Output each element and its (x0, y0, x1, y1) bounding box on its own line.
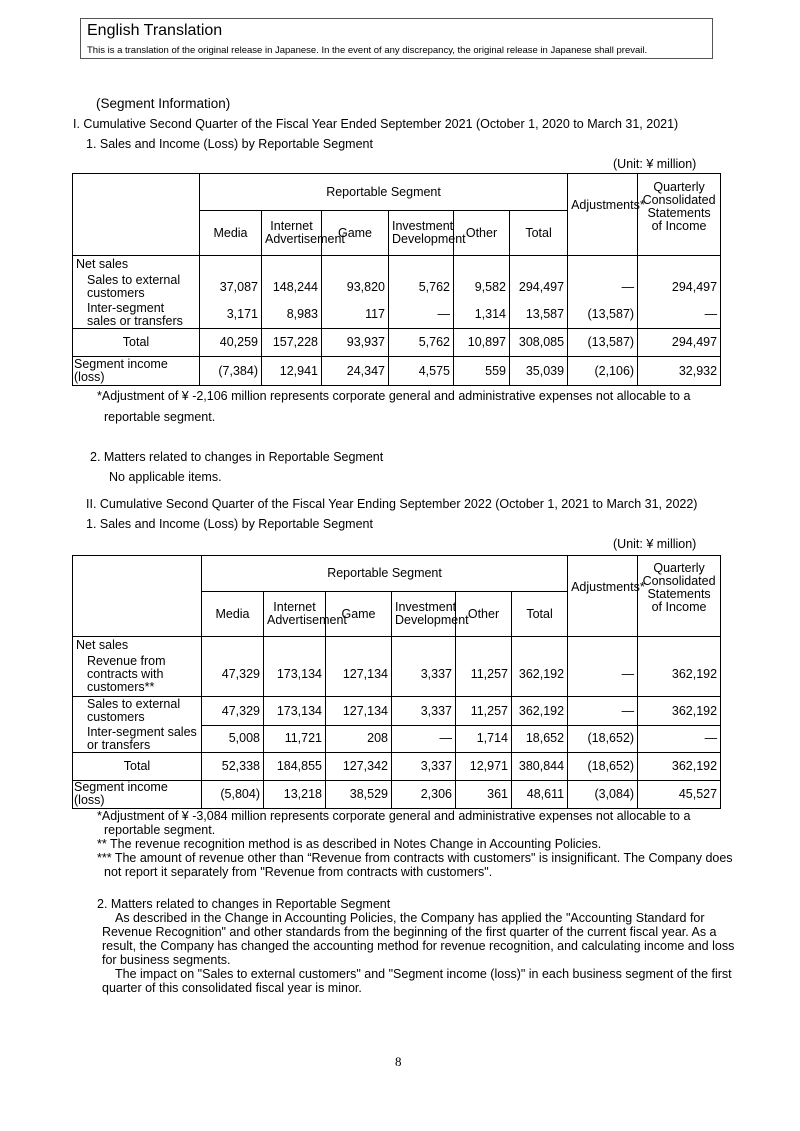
header-investment: Investment Development (392, 592, 456, 637)
table-cell: 13,587 (510, 302, 568, 329)
part2-matters-line: Revenue Recognition" and other standards from the beginning of the first quarter of the current fiscal year. As a (102, 925, 717, 939)
segment-table-2021 (72, 173, 721, 386)
table-cell: 3,337 (392, 697, 456, 726)
part1-heading: I. Cumulative Second Quarter of the Fiscal Year Ended September 2021 (October 1, 2020 to March 31, 2021) (73, 117, 679, 131)
table-cell: 10,897 (454, 329, 510, 357)
table-cell: 93,937 (322, 329, 389, 357)
table-cell: 117 (322, 302, 389, 329)
table-cell: Revenue from contracts with customers** (73, 654, 202, 697)
table-cell: 11,721 (264, 726, 326, 753)
table-cell: 18,652 (512, 726, 568, 753)
header-reportable: Reportable Segment (200, 174, 568, 211)
table-cell: 48,611 (512, 780, 568, 808)
table-cell: 362,192 (638, 752, 721, 780)
table-cell: Segment income (loss) (73, 780, 202, 808)
header-other: Other (454, 211, 510, 256)
table-cell: 52,338 (202, 752, 264, 780)
table-cell: — (392, 726, 456, 753)
table-cell: — (568, 654, 638, 697)
part1-subheading: 1. Sales and Income (Loss) by Reportable Segment (86, 137, 373, 151)
part2-note-3: *** The amount of revenue other than “Revenue from contracts with customers" is insignificant. The Company does (97, 851, 733, 865)
header-reportable: Reportable Segment (202, 556, 568, 592)
part2-note-2: ** The revenue recognition method is as described in Notes Change in Accounting Policies. (97, 837, 602, 851)
table-cell: — (389, 302, 454, 329)
header-media: Media (202, 592, 264, 637)
table-cell: 24,347 (322, 357, 389, 386)
header-game: Game (322, 211, 389, 256)
table-cell: 1,714 (456, 726, 512, 753)
table-cell: 45,527 (638, 780, 721, 808)
table-row (73, 697, 721, 726)
part1-note: *Adjustment of ¥ -2,106 million represents corporate general and administrative expenses not allocable to a (97, 389, 691, 403)
table-cell: 157,228 (262, 329, 322, 357)
part2-matters-line: for business segments. (102, 953, 231, 967)
page-number: 8 (395, 1054, 402, 1069)
part2-matters-line: result, the Company has changed the accounting method for revenue recognition, and calculating income and loss (102, 939, 735, 953)
table-row (73, 329, 721, 357)
table-cell: 294,497 (638, 273, 721, 302)
table-cell: 3,337 (392, 654, 456, 697)
table-cell: — (638, 302, 721, 329)
table-cell: (13,587) (568, 329, 638, 357)
segment-table-2022 (72, 555, 721, 809)
table-cell: — (568, 273, 638, 302)
table-cell: — (568, 697, 638, 726)
table-cell: (18,652) (568, 726, 638, 753)
table-cell: (3,084) (568, 780, 638, 808)
part1-matters-text: No applicable items. (109, 470, 222, 484)
part2-unit: (Unit: ¥ million) (613, 537, 697, 551)
table-cell: 380,844 (512, 752, 568, 780)
table-cell: (2,106) (568, 357, 638, 386)
table-cell: 559 (454, 357, 510, 386)
table-cell: 13,218 (264, 780, 326, 808)
part2-matters-line: As described in the Change in Accounting Policies, the Company has applied the "Accounting Standard for (115, 911, 705, 925)
table-cell: Segment income (loss) (73, 357, 200, 386)
table-cell: 35,039 (510, 357, 568, 386)
part2-note-3-cont: not report it separately from "Revenue from contracts with customers". (104, 865, 493, 879)
header-media: Media (200, 211, 262, 256)
table-cell: 38,529 (326, 780, 392, 808)
table-cell: 9,582 (454, 273, 510, 302)
table-cell: 5,762 (389, 329, 454, 357)
table-cell: (7,384) (200, 357, 262, 386)
table-cell: 294,497 (638, 329, 721, 357)
table-row (73, 654, 721, 697)
table-cell: — (638, 726, 721, 753)
table-cell: (18,652) (568, 752, 638, 780)
table-cell: 5,762 (389, 273, 454, 302)
section-title: (Segment Information) (96, 96, 231, 111)
table-cell: 4,575 (389, 357, 454, 386)
banner-title: English Translation (87, 22, 223, 39)
table-cell: 361 (456, 780, 512, 808)
table-cell: 12,971 (456, 752, 512, 780)
table-cell: 93,820 (322, 273, 389, 302)
table-cell: 184,855 (264, 752, 326, 780)
table-cell: 47,329 (202, 654, 264, 697)
table-cell: Sales to external customers (73, 273, 200, 302)
table-cell: 5,008 (202, 726, 264, 753)
header-internet: Internet Advertisement (264, 592, 326, 637)
part2-note-1-cont: reportable segment. (104, 823, 216, 837)
table-cell: 362,192 (638, 654, 721, 697)
table-cell: Total (73, 752, 202, 780)
part1-note-cont: reportable segment. (104, 410, 216, 424)
table-cell: 208 (326, 726, 392, 753)
table-cell: 294,497 (510, 273, 568, 302)
corner-cell (73, 556, 202, 637)
header-total: Total (512, 592, 568, 637)
table-row (73, 780, 721, 808)
part2-subheading: 1. Sales and Income (Loss) by Reportable Segment (86, 517, 373, 531)
table-cell: 362,192 (638, 697, 721, 726)
corner-cell (73, 174, 200, 256)
table-cell: Inter-segment sales or transfers (73, 302, 200, 329)
part1-matters-heading: 2. Matters related to changes in Reportable Segment (90, 450, 384, 464)
table-cell: 12,941 (262, 357, 322, 386)
table-cell: 308,085 (510, 329, 568, 357)
table-cell: (13,587) (568, 302, 638, 329)
part2-matters-line: quarter of this consolidated fiscal year is minor. (102, 981, 362, 995)
table-cell: 8,983 (262, 302, 322, 329)
table-cell: 3,171 (200, 302, 262, 329)
header-internet: Internet Advertisement (262, 211, 322, 256)
part2-note-1: *Adjustment of ¥ -3,084 million represents corporate general and administrative expenses not allocable to a (97, 809, 691, 823)
table-cell: 127,342 (326, 752, 392, 780)
header-quarterly: Quarterly Consolidated Statements of Income (638, 556, 721, 637)
header-other: Other (456, 592, 512, 637)
net-sales-label: Net sales (73, 637, 202, 654)
table-cell: 11,257 (456, 654, 512, 697)
banner-subtitle: This is a translation of the original release in Japanese. In the event of any discrepancy, the original release in Japanese shall prevail. (87, 45, 648, 56)
part2-matters-line: The impact on "Sales to external customers" and "Segment income (loss)" in each business segment of the first (115, 967, 732, 981)
table-cell: 127,134 (326, 697, 392, 726)
part2-heading: II. Cumulative Second Quarter of the Fiscal Year Ending September 2022 (October 1, 2021 to March 31, 2022) (86, 497, 698, 511)
table-row (73, 273, 721, 302)
table-row (73, 357, 721, 386)
table-cell: 40,259 (200, 329, 262, 357)
table-row (73, 302, 721, 329)
header-adjustments: Adjustments* (568, 556, 638, 637)
table-cell: 173,134 (264, 654, 326, 697)
net-sales-label: Net sales (73, 256, 200, 273)
table-cell: (5,804) (202, 780, 264, 808)
table-cell: 47,329 (202, 697, 264, 726)
table-cell: 2,306 (392, 780, 456, 808)
header-adjustments: Adjustments* (568, 174, 638, 256)
table-cell: 32,932 (638, 357, 721, 386)
table-cell: 362,192 (512, 654, 568, 697)
header-investment: Investment Development (389, 211, 454, 256)
header-total: Total (510, 211, 568, 256)
part1-unit: (Unit: ¥ million) (613, 157, 697, 171)
table-cell: 37,087 (200, 273, 262, 302)
table-cell: Sales to external customers (73, 697, 202, 726)
table-cell: 148,244 (262, 273, 322, 302)
table-cell: 3,337 (392, 752, 456, 780)
table-cell: 1,314 (454, 302, 510, 329)
table-cell: 11,257 (456, 697, 512, 726)
table-cell: 127,134 (326, 654, 392, 697)
part2-matters-heading: 2. Matters related to changes in Reportable Segment (97, 897, 391, 911)
table-cell: 362,192 (512, 697, 568, 726)
header-game: Game (326, 592, 392, 637)
header-quarterly: Quarterly Consolidated Statements of Income (638, 174, 721, 256)
table-row (73, 752, 721, 780)
table-row (73, 726, 721, 753)
table-cell: Inter-segment sales or transfers (73, 726, 202, 753)
table-cell: Total (73, 329, 200, 357)
table-cell: 173,134 (264, 697, 326, 726)
translation-banner (80, 18, 713, 59)
